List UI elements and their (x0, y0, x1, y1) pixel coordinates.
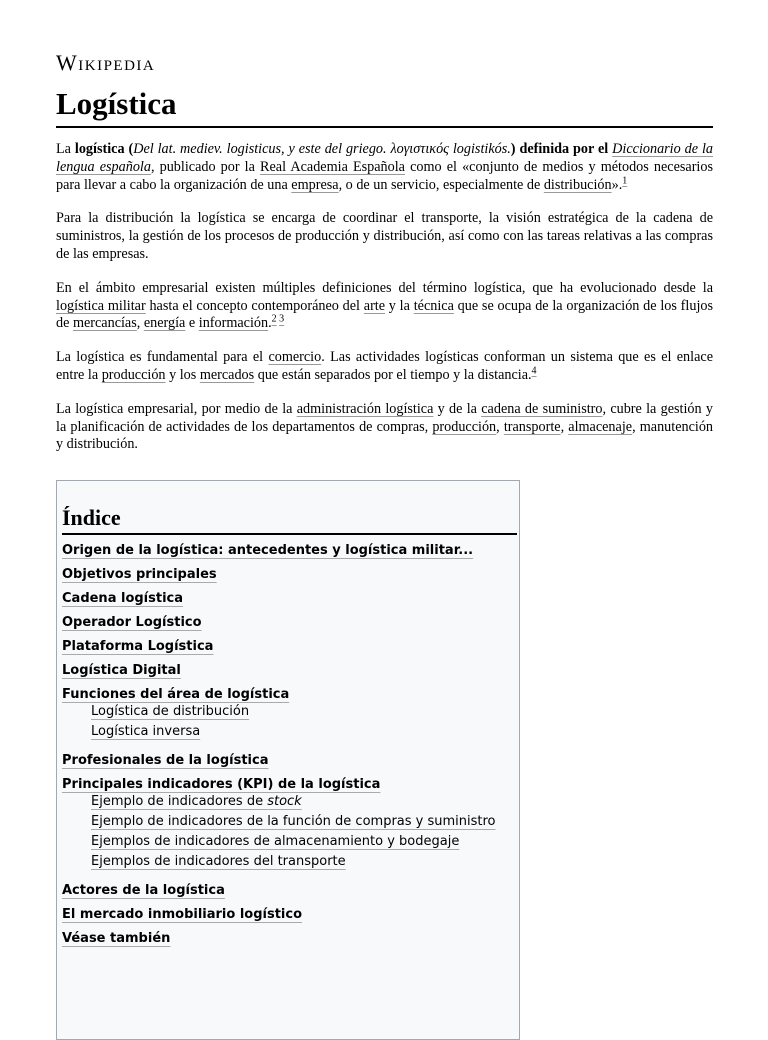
toc-link-objetivos[interactable]: Objetivos principales (62, 567, 217, 582)
toc-link-actores[interactable]: Actores de la logística (62, 883, 225, 898)
toc-item (62, 905, 518, 929)
link-mercancias[interactable]: mercancías (72, 315, 137, 332)
text: La logística es fundamental para el (56, 349, 269, 366)
text: como el «conjunto de medios y métodos necesarios para llevar a cabo la organización de una (56, 158, 713, 193)
link-produccion[interactable]: producción (101, 366, 166, 383)
text: y los (165, 366, 200, 383)
toc-item (62, 541, 518, 565)
toc-item (62, 775, 518, 793)
bold-term: logística (74, 141, 125, 157)
link-diccionario[interactable]: Diccionario de la lengua española (56, 141, 713, 175)
link-almacenaje[interactable]: almacenaje (568, 418, 633, 435)
link-informacion[interactable]: información (198, 315, 269, 332)
link-arte[interactable]: arte (363, 297, 386, 314)
link-administracion-logistica[interactable]: administración logística (296, 400, 434, 417)
toc-subitem (91, 853, 518, 873)
toc-title: Índice (62, 505, 517, 535)
toc-link-inmobiliario[interactable]: El mercado inmobiliario logístico (62, 907, 303, 922)
toc-link-inversa[interactable]: Logística inversa (91, 724, 201, 739)
toc-subitem (91, 793, 518, 813)
toc-link-plataforma[interactable]: Plataforma Logística (62, 639, 214, 654)
text: , (136, 315, 144, 332)
toc-item (62, 751, 518, 775)
text: La logística empresarial, por medio de la (56, 400, 297, 417)
text: que se ocupa de la organización de los flujos de (56, 297, 713, 332)
toc-item (62, 565, 518, 589)
toc-subitem (91, 833, 518, 853)
link-mercados[interactable]: mercados (199, 366, 255, 383)
text: hasta el concepto contemporáneo del (145, 297, 364, 314)
text: En el ámbito empresarial existen múltiples definiciones del término logística, que ha evolucionado desde la (56, 279, 713, 296)
toc-item (62, 613, 518, 637)
text: y de la (433, 400, 482, 417)
toc-link-operador[interactable]: Operador Logístico (62, 615, 202, 630)
toc-subitem (91, 813, 518, 833)
toc-link-almacenamiento[interactable]: Ejemplos de indicadores de almacenamiento y bodegaje (91, 834, 460, 849)
text: La (56, 141, 75, 157)
toc-item (62, 881, 518, 905)
text: Ejemplo de indicadores de (91, 794, 268, 809)
link-logistica-militar[interactable]: logística militar (56, 297, 146, 314)
toc-link-compras[interactable]: Ejemplo de indicadores de la función de compras y suministro (91, 814, 496, 829)
text: que están separados por el tiempo y la distancia. (254, 366, 532, 383)
wikipedia-wordmark[interactable]: Wikipedia (56, 50, 156, 75)
toc-link-vease[interactable]: Véase también (62, 931, 171, 946)
article-body (56, 141, 713, 470)
link-transporte[interactable]: transporte (503, 418, 561, 435)
text: , cubre la gestión y la planificación de actividades de los departamentos de compras, (56, 400, 713, 435)
toc-link-funciones[interactable]: Funciones del área de logística (62, 687, 290, 702)
ref-2[interactable]: 2 (271, 313, 277, 325)
toc-link-distribucion[interactable]: Logística de distribución (91, 704, 250, 719)
text: ». (611, 176, 623, 193)
toc-list (62, 541, 518, 953)
toc-link-profesionales[interactable]: Profesionales de la logística (62, 753, 269, 768)
toc-subitem (91, 703, 518, 723)
paragraph-1 (56, 141, 713, 194)
toc-item (62, 589, 518, 613)
text: , o de un servicio, especialmente de (338, 176, 544, 193)
text-italic: stock (267, 794, 302, 809)
link-comercio[interactable]: comercio (268, 349, 322, 366)
toc-item (62, 685, 518, 703)
text: . (268, 315, 272, 332)
paragraph-5 (56, 401, 713, 454)
toc-link-stock[interactable] (91, 794, 302, 809)
toc-item (62, 661, 518, 685)
toc-subitem (91, 723, 518, 743)
toc-link-digital[interactable]: Logística Digital (62, 663, 181, 678)
toc-item (62, 637, 518, 661)
link-produccion-2[interactable]: producción (432, 418, 497, 435)
toc-link-kpi[interactable]: Principales indicadores (KPI) de la logística (62, 777, 381, 792)
text: e (185, 315, 199, 332)
text: , manutención y distribución. (56, 418, 714, 453)
text: , publicado por la (150, 158, 261, 175)
ref-1[interactable]: 1 (622, 174, 628, 186)
paragraph-4 (56, 349, 713, 385)
paragraph-2: Para la distribución la logística se encarga de coordinar el transporte, la visión estratégica de la cadena de suministros, la gestión de los procesos de producción y distribución, así como con las tareas relativas a las compras de las empresas. (56, 210, 713, 262)
toc-link-cadena[interactable]: Cadena logística (62, 591, 184, 606)
link-rae[interactable]: Real Academia Española (260, 158, 405, 175)
link-tecnica[interactable]: técnica (413, 297, 454, 314)
paragraph-3 (56, 280, 713, 333)
text: . Las actividades logísticas conforman un sistema que es el enlace entre la (56, 349, 713, 383)
toc-link-origen[interactable]: Origen de la logística: antecedentes y logística militar... (62, 543, 474, 558)
text: y la (385, 297, 414, 314)
paren-open: ( (124, 141, 134, 157)
etymology: Del lat. mediev. logisticus, y este del griego. λογιστικός logistikós. (133, 141, 511, 157)
text: , (560, 418, 569, 435)
link-energia[interactable]: energía (143, 315, 186, 332)
ref-4[interactable]: 4 (531, 365, 537, 377)
ref-3[interactable]: 3 (279, 313, 285, 325)
link-cadena-de-suministro[interactable]: cadena de suministro (481, 400, 603, 417)
toc-item (62, 929, 518, 953)
page-title: Logística (56, 86, 713, 128)
link-empresa[interactable]: empresa (291, 176, 339, 193)
text: , (496, 418, 504, 435)
paren-close: ) definida por el (510, 141, 613, 157)
link-distribucion[interactable]: distribución (543, 176, 612, 193)
toc-link-transporte[interactable]: Ejemplos de indicadores del transporte (91, 854, 346, 869)
table-of-contents (56, 480, 520, 1040)
